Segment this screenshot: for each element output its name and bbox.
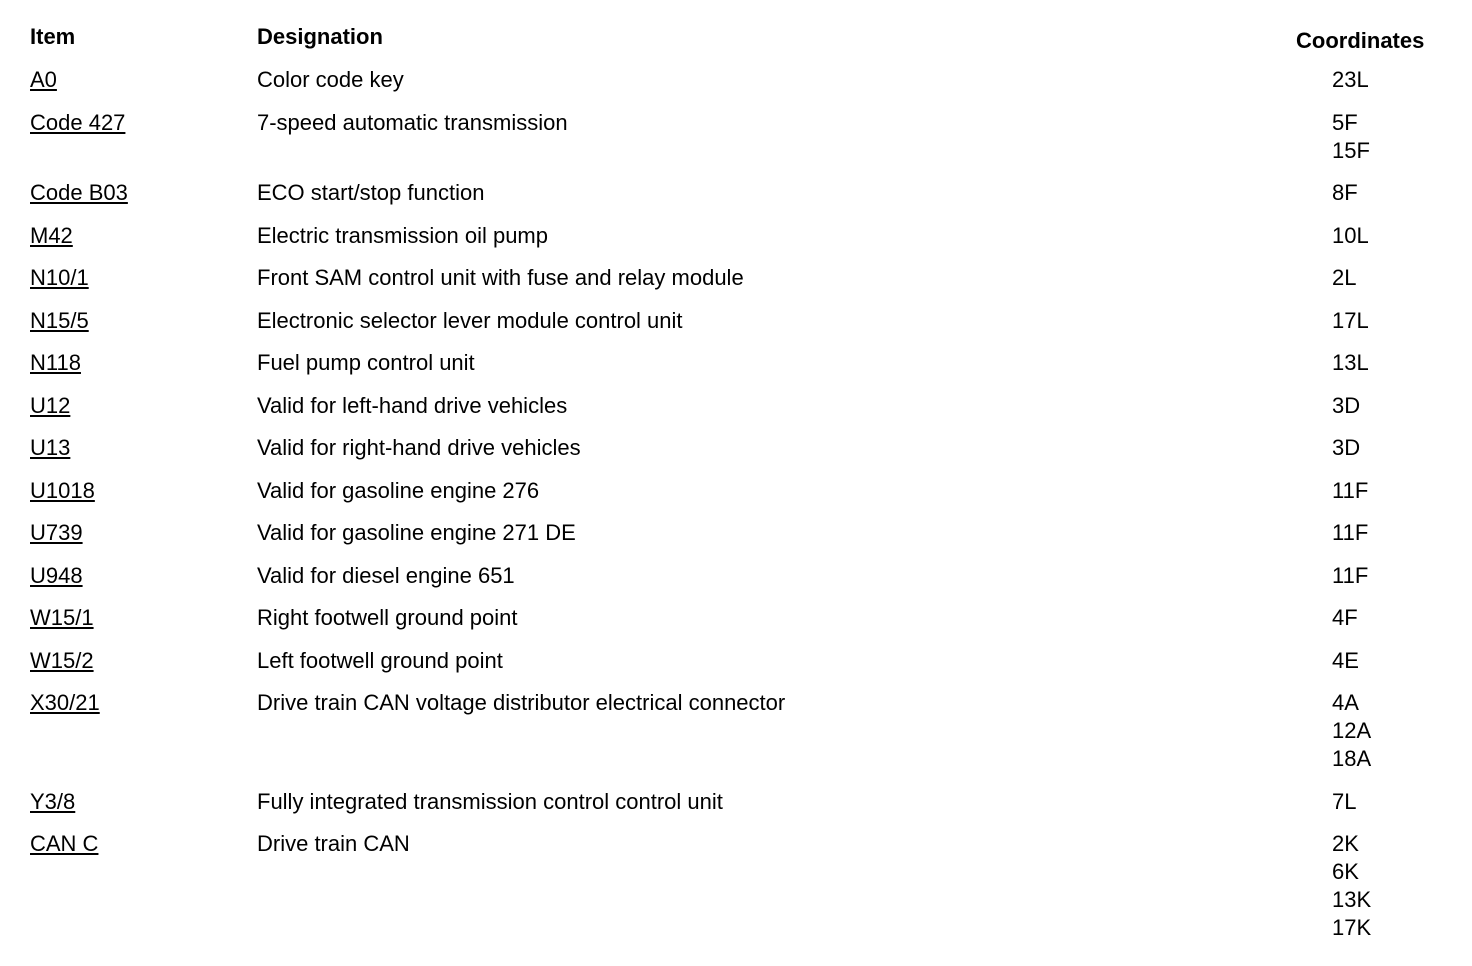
coordinate-value: 18A bbox=[1332, 746, 1372, 771]
designation-column-header: Designation bbox=[257, 24, 383, 49]
item-link[interactable]: U739 bbox=[30, 520, 83, 545]
coordinates-cell bbox=[1332, 66, 1472, 94]
item-link[interactable]: CAN C bbox=[30, 831, 99, 856]
legend-row bbox=[0, 830, 1472, 957]
legend-row bbox=[0, 647, 1472, 690]
designation-text: Electric transmission oil pump bbox=[257, 222, 548, 248]
coordinate-value: 8F bbox=[1332, 180, 1358, 205]
legend-row bbox=[0, 689, 1472, 788]
item-link[interactable]: W15/2 bbox=[30, 647, 94, 673]
item-link[interactable]: W15/1 bbox=[30, 605, 94, 630]
designation-text: Valid for left-hand drive vehicles bbox=[257, 392, 568, 418]
legend-row bbox=[0, 562, 1472, 605]
item-link[interactable]: Code B03 bbox=[30, 180, 128, 205]
legend-header bbox=[0, 24, 1472, 58]
designation-text: Right footwell ground point bbox=[257, 605, 518, 630]
coordinate-value: 4F bbox=[1332, 605, 1358, 630]
designation-text: Valid for gasoline engine 276 bbox=[257, 477, 540, 503]
coordinates-cell bbox=[1332, 788, 1472, 816]
item-link[interactable]: U12 bbox=[30, 392, 71, 418]
coordinate-value: 11F bbox=[1332, 477, 1369, 503]
coordinates-cell bbox=[1332, 307, 1472, 335]
designation-text: Fuel pump control unit bbox=[257, 350, 475, 375]
coordinate-value: 5F bbox=[1332, 109, 1358, 135]
designation-text: Front SAM control unit with fuse and relay module bbox=[257, 265, 744, 290]
coordinate-value: 11F bbox=[1332, 562, 1369, 588]
designation-text: ECO start/stop function bbox=[257, 180, 485, 205]
designation-text: Valid for diesel engine 651 bbox=[257, 562, 515, 588]
legend-row bbox=[0, 788, 1472, 831]
coordinate-value: 11F bbox=[1332, 520, 1369, 545]
item-link[interactable]: N118 bbox=[30, 350, 81, 375]
coordinate-value: 7L bbox=[1332, 788, 1357, 814]
designation-text: Fully integrated transmission control control unit bbox=[257, 788, 723, 814]
coordinate-value: 17L bbox=[1332, 307, 1369, 333]
designation-text: Valid for gasoline engine 271 DE bbox=[257, 520, 576, 545]
coordinates-cell bbox=[1332, 562, 1472, 590]
legend-row bbox=[0, 349, 1472, 392]
designation-text: Drive train CAN bbox=[257, 831, 410, 856]
designation-text: Drive train CAN voltage distributor electrical connector bbox=[257, 690, 786, 715]
coordinate-value: 15F bbox=[1332, 137, 1370, 163]
item-link[interactable]: N15/5 bbox=[30, 307, 89, 333]
coordinates-column-header: Coordinates bbox=[1296, 28, 1425, 53]
coordinate-value: 6K bbox=[1332, 859, 1359, 884]
coordinate-value: 13K bbox=[1332, 887, 1372, 912]
coordinates-cell bbox=[1332, 264, 1472, 292]
coordinates-cell bbox=[1332, 349, 1472, 377]
item-link[interactable]: U13 bbox=[30, 435, 71, 460]
legend-rows bbox=[0, 66, 1472, 957]
coordinate-value: 17K bbox=[1332, 915, 1372, 940]
coordinates-cell bbox=[1332, 109, 1472, 165]
designation-text: Valid for right-hand drive vehicles bbox=[257, 435, 581, 460]
coordinate-value: 2K bbox=[1332, 831, 1359, 856]
legend-row bbox=[0, 604, 1472, 647]
item-link[interactable]: Code 427 bbox=[30, 109, 126, 135]
legend-row bbox=[0, 264, 1472, 307]
item-link[interactable]: X30/21 bbox=[30, 690, 100, 715]
coordinates-cell bbox=[1332, 519, 1472, 547]
coordinate-value: 3D bbox=[1332, 435, 1361, 460]
item-link[interactable]: U948 bbox=[30, 562, 83, 588]
coordinates-cell bbox=[1332, 689, 1472, 773]
coordinates-cell bbox=[1332, 222, 1472, 250]
legend-row bbox=[0, 307, 1472, 350]
item-link[interactable]: U1018 bbox=[30, 477, 95, 503]
legend-row bbox=[0, 477, 1472, 520]
coordinate-value: 13L bbox=[1332, 350, 1369, 375]
designation-text: Color code key bbox=[257, 67, 404, 92]
coordinate-value: 2L bbox=[1332, 265, 1357, 290]
item-link[interactable]: N10/1 bbox=[30, 265, 89, 290]
legend-row bbox=[0, 179, 1472, 222]
legend-row bbox=[0, 109, 1472, 180]
coordinates-cell bbox=[1332, 830, 1472, 942]
coordinate-value: 4A bbox=[1332, 690, 1359, 715]
legend-row bbox=[0, 66, 1472, 109]
coordinate-value: 3D bbox=[1332, 392, 1361, 418]
coordinates-cell bbox=[1332, 647, 1472, 675]
coordinates-cell bbox=[1332, 179, 1472, 207]
item-column-header: Item bbox=[30, 24, 76, 49]
coordinate-value: 4E bbox=[1332, 647, 1359, 673]
coordinates-cell bbox=[1332, 434, 1472, 462]
coordinates-cell bbox=[1332, 477, 1472, 505]
coordinate-value: 23L bbox=[1332, 67, 1369, 92]
coordinate-value: 12A bbox=[1332, 718, 1372, 743]
item-link[interactable]: A0 bbox=[30, 67, 57, 92]
coordinate-value: 10L bbox=[1332, 222, 1369, 248]
legend-row bbox=[0, 434, 1472, 477]
legend-row bbox=[0, 519, 1472, 562]
coordinates-cell bbox=[1332, 392, 1472, 420]
item-link[interactable]: Y3/8 bbox=[30, 788, 76, 814]
item-link[interactable]: M42 bbox=[30, 222, 73, 248]
legend-row bbox=[0, 222, 1472, 265]
designation-text: Left footwell ground point bbox=[257, 647, 503, 673]
coordinates-cell bbox=[1332, 604, 1472, 632]
legend-row bbox=[0, 392, 1472, 435]
designation-text: 7-speed automatic transmission bbox=[257, 109, 568, 135]
designation-text: Electronic selector lever module control unit bbox=[257, 307, 683, 333]
